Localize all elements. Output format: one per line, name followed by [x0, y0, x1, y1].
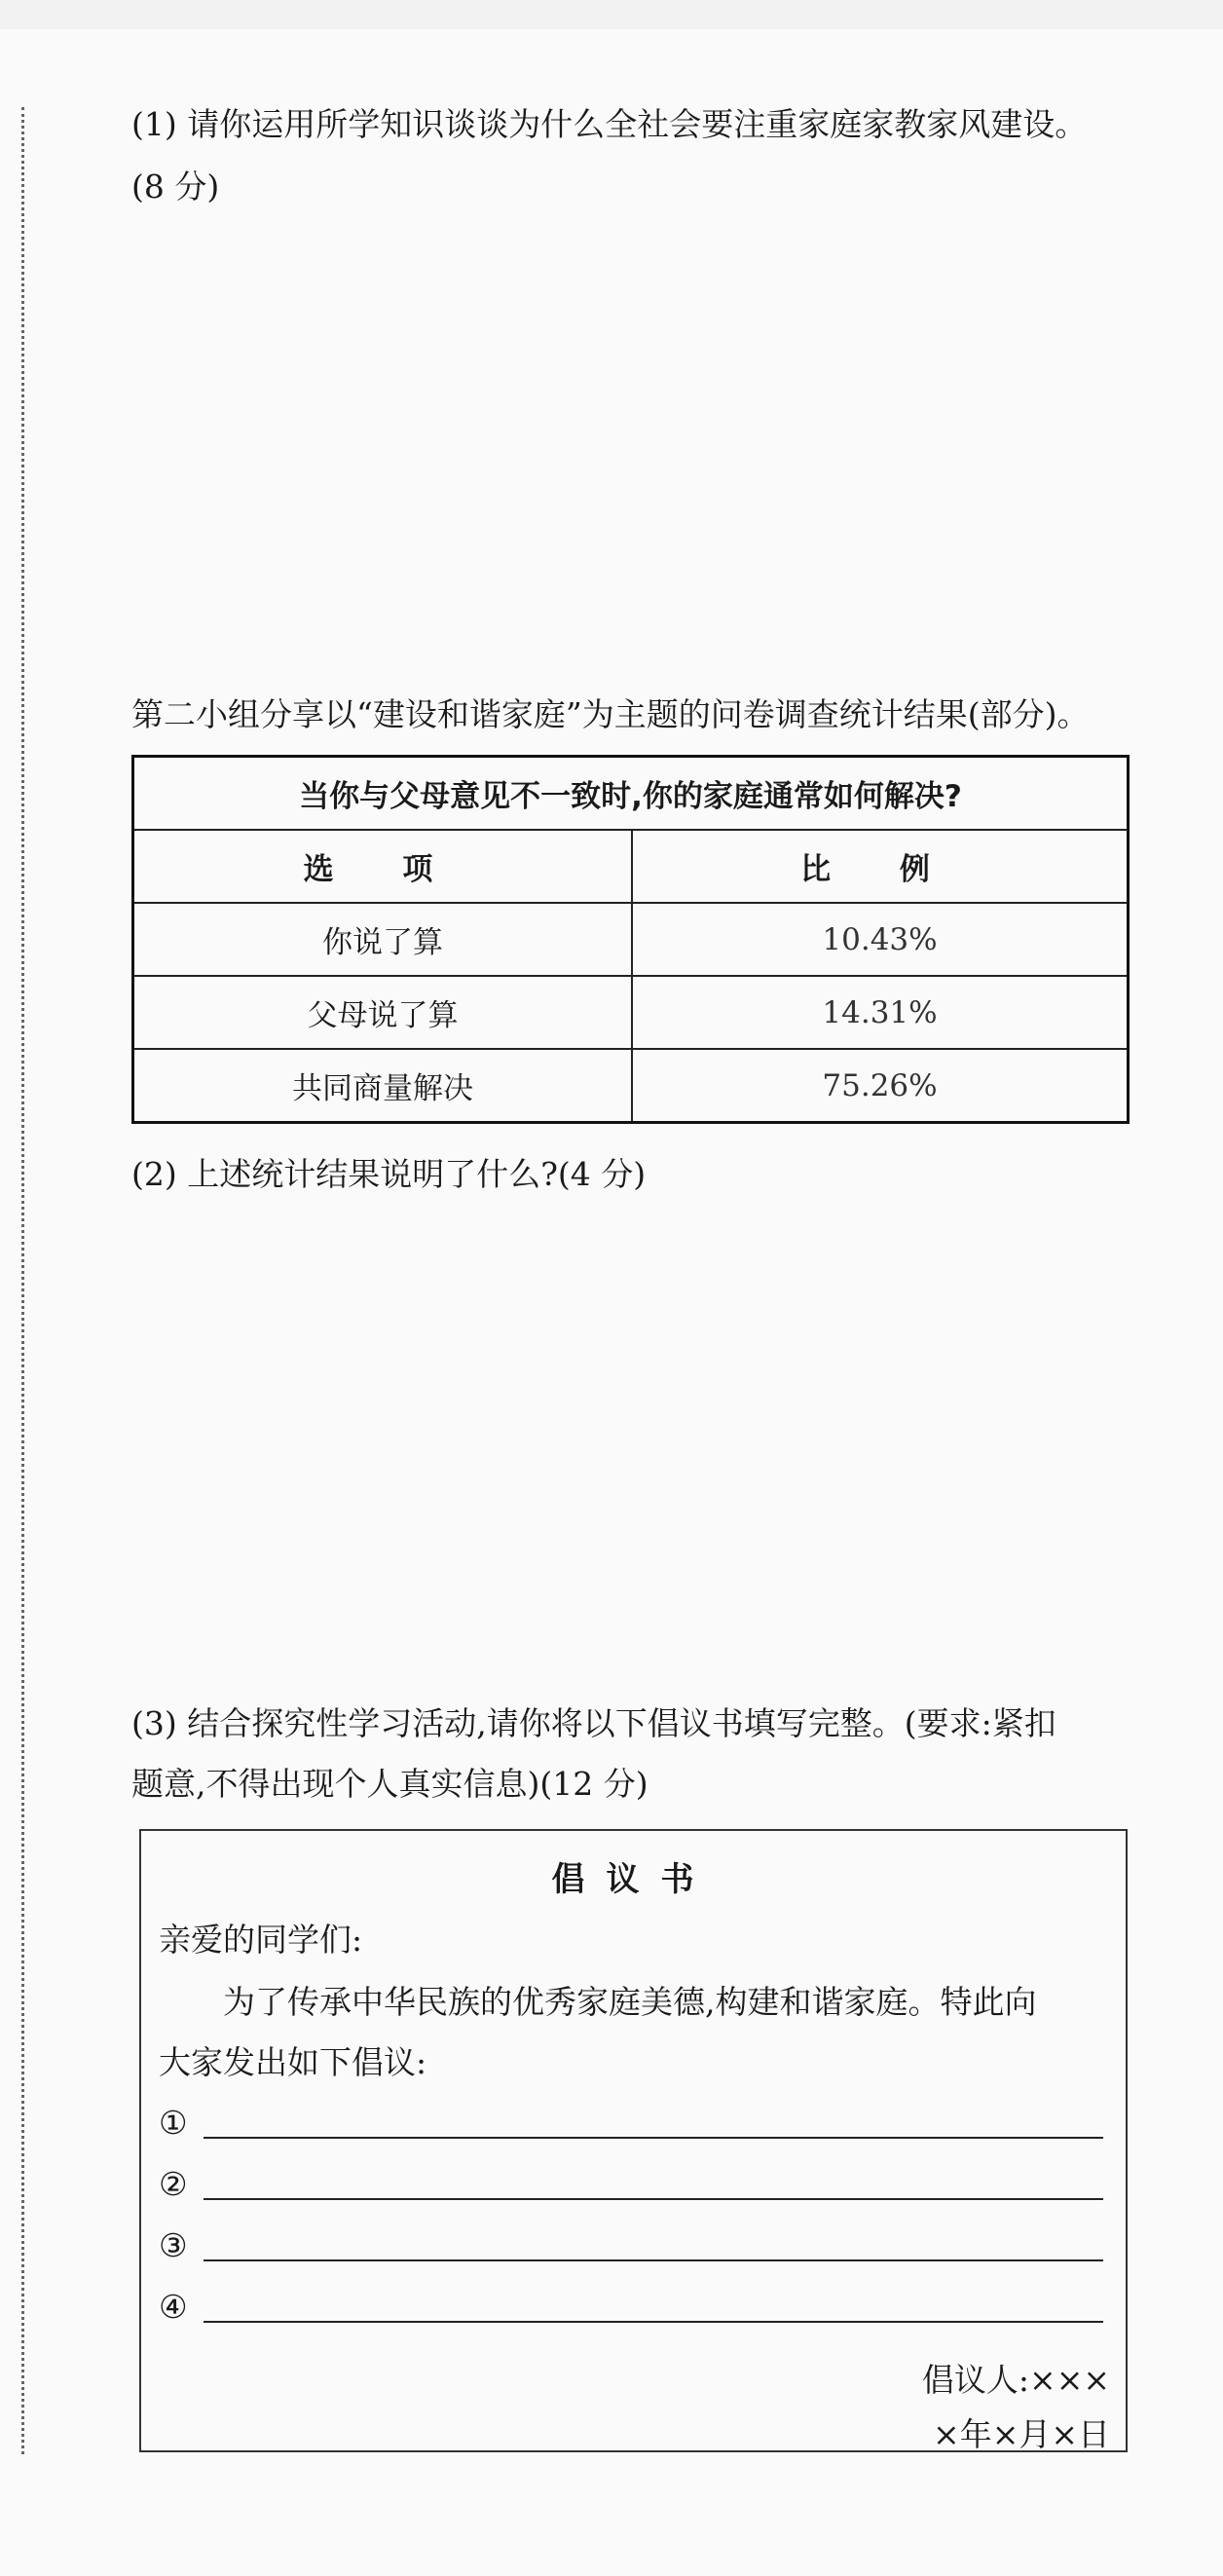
survey-table	[131, 755, 1130, 1124]
blank-number: ③	[159, 2226, 188, 2264]
option-cell: 共同商量解决	[133, 1049, 633, 1123]
header-ratio: 比 例	[632, 830, 1129, 903]
answer-line[interactable]	[204, 2259, 1103, 2261]
table-row	[133, 976, 1129, 1049]
ratio-cell: 10.43%	[632, 903, 1129, 976]
question-1-text: (1) 请你运用所学知识谈谈为什么全社会要注重家庭家教家风建设。	[131, 105, 1088, 143]
survey-caption-row	[133, 757, 1129, 831]
blank-number: ①	[159, 2104, 188, 2142]
proposal-body-line-1: 为了传承中华民族的优秀家庭美德,构建和谐家庭。特此向	[223, 1983, 1037, 2021]
survey-header-row	[133, 830, 1129, 903]
ratio-cell: 75.26%	[632, 1049, 1129, 1123]
binding-margin-dotted-line	[21, 107, 24, 2454]
proposal-body-line-2: 大家发出如下倡议:	[159, 2043, 427, 2081]
survey-intro-text: 第二小组分享以“建设和谐家庭”为主题的问卷调查统计结果(部分)。	[131, 695, 1090, 733]
proposal-signer: 倡议人:×××	[921, 2361, 1110, 2399]
proposal-blank-1[interactable]	[159, 2104, 1103, 2143]
header-option: 选 项	[133, 830, 633, 903]
page-top-strip	[0, 0, 1223, 29]
proposal-blank-2[interactable]	[159, 2165, 1103, 2204]
ratio-cell: 14.31%	[632, 976, 1129, 1049]
option-cell: 父母说了算	[133, 976, 633, 1049]
question-3-line-1: (3) 结合探究性学习活动,请你将以下倡议书填写完整。(要求:紧扣	[131, 1704, 1056, 1742]
proposal-date: ×年×月×日	[933, 2415, 1110, 2453]
survey-caption: 当你与父母意见不一致时,你的家庭通常如何解决?	[133, 757, 1129, 831]
answer-line[interactable]	[204, 2198, 1103, 2200]
question-2-text: (2) 上述统计结果说明了什么?(4 分)	[131, 1155, 647, 1193]
proposal-title: 倡议书	[551, 1860, 716, 1899]
blank-number: ②	[159, 2165, 188, 2203]
option-cell: 你说了算	[133, 903, 633, 976]
proposal-blank-3[interactable]	[159, 2226, 1103, 2265]
proposal-blank-4[interactable]	[159, 2288, 1103, 2327]
proposal-box	[139, 1829, 1128, 2452]
proposal-greeting: 亲爱的同学们:	[159, 1921, 363, 1959]
question-3-line-2: 题意,不得出现个人真实信息)(12 分)	[131, 1765, 649, 1803]
answer-line[interactable]	[204, 2321, 1103, 2323]
table-row	[133, 1049, 1129, 1123]
table-row	[133, 903, 1129, 976]
answer-line[interactable]	[204, 2137, 1103, 2139]
blank-number: ④	[159, 2288, 188, 2326]
question-1-points: (8 分)	[131, 168, 220, 205]
